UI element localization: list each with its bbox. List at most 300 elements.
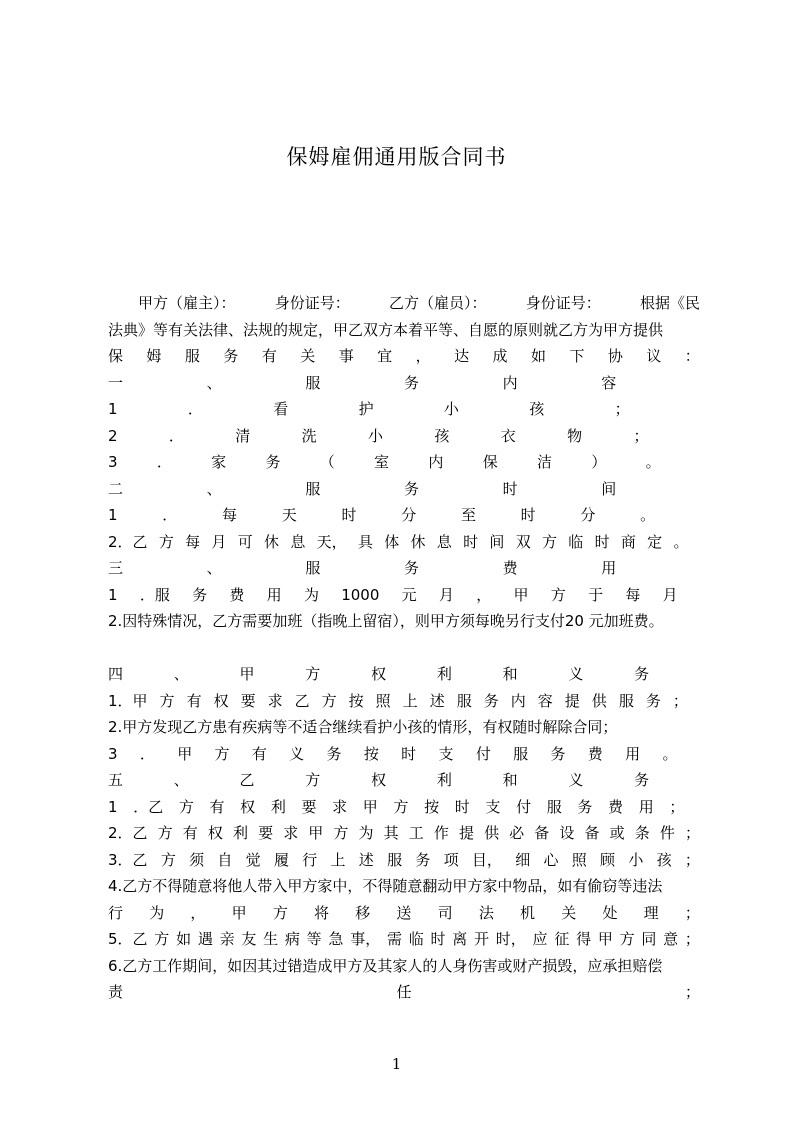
text-token: 为	[149, 903, 165, 922]
text-token: 小	[443, 400, 459, 418]
text-token: 一	[108, 373, 124, 392]
text-line	[108, 502, 700, 529]
text-token: 务	[403, 559, 419, 577]
text-token: 方	[305, 771, 321, 789]
text-token: 成	[492, 347, 508, 365]
text-token: 时	[401, 744, 417, 763]
text-token: 利	[436, 771, 452, 789]
text-token: 其	[383, 824, 399, 842]
text-token: 洗	[301, 426, 317, 445]
text-token: ；	[684, 983, 700, 1001]
text-token: 事	[338, 347, 354, 365]
text-token: ；	[672, 691, 688, 710]
text-token: 、	[206, 373, 222, 392]
text-token: 要	[301, 797, 317, 816]
text-token: 容	[537, 691, 553, 710]
text-token: 时	[430, 930, 446, 948]
text-line: 4.乙方不得随意将他人带入甲方家中，不得随意翻动甲方家中物品，如有偷窃等违法	[108, 877, 663, 895]
text-token: 具	[357, 532, 373, 551]
text-token: 履	[273, 850, 289, 869]
text-token: 清	[235, 426, 251, 445]
text-token: 义	[568, 665, 584, 683]
text-token: 有	[251, 744, 267, 763]
text-line	[108, 767, 700, 794]
text-token: 可	[237, 532, 253, 551]
text-token: 乙	[294, 691, 310, 710]
text-token: 3．乙	[108, 850, 148, 869]
text-token: 有	[209, 797, 225, 816]
text-line	[108, 370, 700, 397]
text-token: 提	[458, 824, 474, 842]
text-token: 送	[396, 903, 412, 922]
text-token: 生	[263, 930, 279, 948]
text-token: 心	[543, 850, 559, 869]
text-token: 服	[513, 744, 529, 763]
text-token: 达	[454, 347, 470, 365]
text-token: 细	[515, 850, 531, 869]
text-token: 急	[328, 930, 344, 948]
text-token: 费	[229, 585, 245, 604]
text-token: 时	[341, 506, 357, 524]
text-token: 件	[659, 824, 675, 842]
text-token: 要	[258, 824, 274, 842]
text-token: 顾	[600, 850, 616, 869]
text-token: 法	[478, 903, 494, 922]
text-token: 和	[502, 665, 518, 683]
text-token: 利	[436, 665, 452, 683]
text-token: ；	[684, 824, 700, 842]
text-line	[108, 555, 700, 582]
text-token: 照	[375, 691, 391, 710]
text-token: 方	[160, 850, 176, 869]
text-token: 四	[108, 665, 124, 683]
text-token: 觉	[245, 850, 261, 869]
text-token: 方	[541, 532, 557, 551]
text-token: 自	[217, 850, 233, 869]
text-token: 需	[386, 930, 402, 948]
page-number: 1	[391, 1055, 402, 1073]
text-token: 义	[289, 744, 305, 763]
text-token: 孩	[656, 850, 672, 869]
text-token: 方	[157, 824, 173, 842]
text-token: 小	[368, 426, 384, 445]
text-token: 时	[502, 479, 518, 498]
text-token: 方	[214, 744, 230, 763]
text-line	[108, 847, 700, 874]
text-token: 月	[438, 585, 454, 604]
text-token: 保	[108, 347, 124, 365]
text-token: 务	[223, 347, 239, 365]
text-token: 事，	[350, 930, 381, 948]
text-token: 物	[567, 426, 583, 445]
text-line	[108, 820, 700, 847]
text-token: 5．乙	[108, 930, 148, 948]
text-token: 临	[568, 532, 584, 551]
text-token: 费	[608, 797, 624, 816]
text-token: 方	[333, 824, 349, 842]
text-token: 须	[189, 850, 205, 869]
text-token: 每	[222, 506, 238, 524]
text-token: 天，	[316, 532, 347, 551]
text-token: 孩	[529, 400, 545, 418]
text-token: 、	[173, 665, 189, 683]
text-token: 遇	[197, 930, 213, 948]
text-token: 三	[108, 559, 124, 577]
text-token: 2．乙	[108, 824, 148, 842]
text-token: 为	[358, 824, 374, 842]
contract-body	[108, 290, 700, 1006]
text-token: 二	[108, 479, 124, 498]
text-token: 用	[266, 585, 282, 604]
text-token: 甲方（雇主）：	[138, 294, 236, 312]
text-token: 甲	[239, 665, 255, 683]
text-token: 内	[502, 373, 518, 392]
text-token: ，	[415, 347, 431, 365]
text-token: 征	[554, 930, 570, 948]
text-token: 按	[424, 797, 440, 816]
text-token: 方	[159, 691, 175, 710]
text-token: 孩	[434, 426, 450, 445]
text-token: 付	[475, 744, 491, 763]
text-line	[108, 290, 700, 317]
text-token: 照	[571, 850, 587, 869]
blank-line	[108, 635, 700, 662]
text-token: 方	[305, 665, 321, 683]
text-token: 每	[185, 532, 201, 551]
text-token: 保	[482, 453, 498, 471]
text-token: 1000	[341, 585, 380, 604]
text-token: 身份证号：	[274, 294, 350, 312]
text-token: 方	[158, 532, 174, 551]
text-token: ．服	[139, 585, 170, 604]
text-token: 甲	[362, 797, 378, 816]
text-token: 1	[108, 506, 118, 524]
text-line	[108, 979, 700, 1006]
text-token: 用	[625, 744, 641, 763]
text-token: ，	[190, 903, 206, 922]
text-token: 1	[108, 585, 118, 604]
text-token: 、	[206, 479, 222, 498]
text-token: 1	[108, 797, 118, 816]
text-token: 务	[403, 373, 419, 392]
text-token: ；	[669, 797, 685, 816]
text-token: 关	[300, 347, 316, 365]
text-line	[108, 476, 700, 503]
text-line	[108, 926, 700, 953]
text-token: 费	[502, 559, 518, 577]
text-token: 务	[634, 665, 650, 683]
text-token: 工	[408, 824, 424, 842]
text-token: 关	[561, 903, 577, 922]
text-token: 方	[178, 797, 194, 816]
text-token: 每	[625, 585, 641, 604]
text-token: ．	[187, 400, 203, 418]
text-token: 按	[348, 691, 364, 710]
text-token: ．	[156, 453, 172, 471]
text-token: 权	[371, 771, 387, 789]
text-token: 内	[510, 691, 526, 710]
text-token: 月	[211, 532, 227, 551]
text-token: 双	[515, 532, 531, 551]
text-token: 等	[306, 930, 322, 948]
document-title: 保姆雇佣通用版合同书	[286, 145, 507, 169]
text-token: 务	[403, 479, 419, 498]
text-token: 服	[618, 691, 634, 710]
text-line: 法典》等有关法律、法规的规定，甲乙双方本着平等、自愿的原则就乙方为甲方提供	[108, 320, 664, 339]
text-token: 1．甲	[108, 691, 148, 710]
text-token: 备	[534, 824, 550, 842]
text-token: 宜	[377, 347, 393, 365]
text-line	[108, 661, 700, 688]
text-token: 开	[474, 930, 490, 948]
text-token: 3	[108, 453, 118, 471]
text-token: 求	[267, 691, 283, 710]
text-line: 2.甲方发现乙方患有疾病等不适合继续看护小孩的情形，有权随时解除合同；	[108, 718, 618, 736]
text-token: 方	[272, 903, 288, 922]
text-token: 服	[305, 373, 321, 392]
text-line: 6.乙方工作期间，如因其过错造成甲方及其家人的人身伤害或财产损毁，应承担赔偿	[108, 956, 663, 975]
text-token: 看	[273, 400, 289, 418]
text-token: 方	[154, 930, 170, 948]
text-token: 项	[443, 850, 459, 869]
text-token: 司	[437, 903, 453, 922]
text-token: 时	[454, 797, 470, 816]
text-token: 休	[264, 532, 280, 551]
text-token: 有	[182, 824, 198, 842]
text-token: 利	[270, 797, 286, 816]
text-token: 用	[638, 797, 654, 816]
text-token: ；	[633, 426, 649, 445]
text-token: 息	[436, 532, 452, 551]
text-token: 3	[108, 744, 118, 763]
text-token: 时	[594, 532, 610, 551]
text-token: 付	[516, 797, 532, 816]
text-token: 有	[186, 691, 202, 710]
text-token: 甲	[231, 903, 247, 922]
text-token: 临	[408, 930, 424, 948]
text-token: 2	[108, 426, 118, 445]
text-token: 行	[302, 850, 318, 869]
text-token: 要	[240, 691, 256, 710]
text-token: 2．乙	[108, 532, 148, 551]
text-line	[108, 449, 700, 476]
text-token: 甲	[177, 744, 193, 763]
text-token: 于	[588, 585, 604, 604]
text-token: 天	[281, 506, 297, 524]
text-token: 。	[673, 532, 689, 551]
text-token: 费	[587, 744, 603, 763]
text-token: ：	[684, 347, 700, 365]
text-token: 家	[211, 453, 227, 471]
text-token: 权	[240, 797, 256, 816]
text-token: 服	[387, 850, 403, 869]
text-token: 间	[601, 479, 617, 498]
text-token: 根据《民	[639, 294, 700, 312]
text-token: 意	[663, 930, 679, 948]
text-token: 议	[646, 347, 662, 365]
text-token: 休	[410, 532, 426, 551]
text-token: 为	[303, 585, 319, 604]
text-token: 甲	[308, 824, 324, 842]
text-token: 权	[371, 665, 387, 683]
text-token: 亲	[219, 930, 235, 948]
text-token: 设	[559, 824, 575, 842]
text-token: 任	[396, 983, 412, 1001]
text-token: 方	[550, 585, 566, 604]
text-token: 服	[456, 691, 472, 710]
text-token: 支	[438, 744, 454, 763]
text-token: 求	[283, 824, 299, 842]
text-token: 护	[358, 400, 374, 418]
text-token: 甲	[597, 930, 613, 948]
text-token: 服	[305, 559, 321, 577]
text-token: 定	[647, 532, 663, 551]
text-token: 服	[184, 347, 200, 365]
text-token: ，	[476, 585, 492, 604]
text-token: 务	[483, 691, 499, 710]
text-token: （	[319, 453, 335, 471]
text-token: 元	[401, 585, 417, 604]
text-token: 下	[569, 347, 585, 365]
text-token: 。	[645, 453, 661, 471]
text-line	[108, 396, 700, 423]
text-token: 离	[452, 930, 468, 948]
text-token: 用	[601, 559, 617, 577]
text-token: 时	[463, 532, 479, 551]
text-token: 和	[502, 771, 518, 789]
text-token: 有	[261, 347, 277, 365]
text-token: 上	[330, 850, 346, 869]
text-token: 务	[550, 744, 566, 763]
text-token: 五	[108, 771, 124, 789]
text-token: 作	[433, 824, 449, 842]
text-token: 务	[326, 744, 342, 763]
text-token: 息	[290, 532, 306, 551]
text-line	[108, 688, 700, 715]
text-token: 述	[358, 850, 374, 869]
text-token: 方	[619, 930, 635, 948]
text-token: 责	[108, 983, 124, 1001]
text-token: 上	[402, 691, 418, 710]
text-token: 求	[332, 797, 348, 816]
text-token: 服	[546, 797, 562, 816]
text-line	[108, 343, 700, 370]
text-token: ；	[614, 400, 630, 418]
text-token: 内	[428, 453, 444, 471]
text-token: ；	[684, 930, 700, 948]
text-token: 供	[591, 691, 607, 710]
text-token: 至	[460, 506, 476, 524]
text-token: 时	[520, 506, 536, 524]
text-token: 甲	[513, 585, 529, 604]
text-token: 或	[609, 824, 625, 842]
text-token: 分	[401, 506, 417, 524]
text-token: 时，	[495, 930, 526, 948]
text-token: 、	[173, 771, 189, 789]
text-token: 月	[662, 585, 678, 604]
text-token: 条	[634, 824, 650, 842]
text-token: 分	[580, 506, 596, 524]
text-token: 应	[532, 930, 548, 948]
text-token: 务	[634, 771, 650, 789]
text-token: 间	[489, 532, 505, 551]
text-token: 供	[484, 824, 500, 842]
text-line	[108, 794, 700, 821]
text-token: 利	[232, 824, 248, 842]
text-token: 同	[641, 930, 657, 948]
text-token: 述	[429, 691, 445, 710]
text-token: 权	[213, 691, 229, 710]
text-token: 、	[206, 559, 222, 577]
text-token: 务	[192, 585, 208, 604]
text-token: 机	[520, 903, 536, 922]
text-token: 乙方（雇员）：	[388, 294, 487, 312]
text-token: 将	[314, 903, 330, 922]
text-token: 行	[108, 903, 124, 922]
text-token: 姆	[146, 347, 162, 365]
text-token: 务	[265, 453, 281, 471]
text-token: 体	[384, 532, 400, 551]
text-token: 移	[355, 903, 371, 922]
text-token: 协	[607, 347, 623, 365]
text-line	[108, 529, 700, 556]
text-token: 服	[305, 479, 321, 498]
text-token: ；	[684, 850, 700, 869]
text-token: 身份证号：	[525, 294, 601, 312]
text-token: 。	[640, 506, 656, 524]
text-token: 商	[620, 532, 636, 551]
text-token: 务	[577, 797, 593, 816]
text-line	[108, 423, 700, 450]
text-token: 目，	[471, 850, 502, 869]
text-token: ．	[168, 426, 184, 445]
text-token: 支	[485, 797, 501, 816]
text-token: 室	[374, 453, 390, 471]
text-token: 权	[207, 824, 223, 842]
text-token: 容	[601, 373, 617, 392]
text-token: 如	[530, 347, 546, 365]
text-token: 小	[628, 850, 644, 869]
text-token: ．乙	[133, 797, 164, 816]
text-token: 。	[662, 744, 678, 763]
text-token: 理	[643, 903, 659, 922]
text-token: ；	[684, 903, 700, 922]
text-line	[108, 741, 700, 768]
text-token: 方	[393, 797, 409, 816]
text-token: ．	[162, 506, 178, 524]
text-token: 如	[176, 930, 192, 948]
text-line	[108, 900, 700, 927]
text-token: 衣	[500, 426, 516, 445]
text-token: 1	[108, 400, 118, 418]
text-line: 2.因特殊情况，乙方需要加班（指晚上留宿），则甲方须每晚另行支付20 元加班费。	[108, 612, 664, 630]
text-token: ．	[139, 744, 155, 763]
text-token: 得	[576, 930, 592, 948]
text-token: 务	[645, 691, 661, 710]
text-token: 处	[602, 903, 618, 922]
text-token: 乙	[239, 771, 255, 789]
text-token: 方	[321, 691, 337, 710]
text-line	[108, 582, 700, 609]
text-token: 友	[241, 930, 257, 948]
text-token: 备	[584, 824, 600, 842]
text-token: 必	[509, 824, 525, 842]
text-token: 病	[284, 930, 300, 948]
text-token: 提	[564, 691, 580, 710]
text-token: 按	[363, 744, 379, 763]
text-token: 洁	[537, 453, 553, 471]
text-token: 务	[415, 850, 431, 869]
